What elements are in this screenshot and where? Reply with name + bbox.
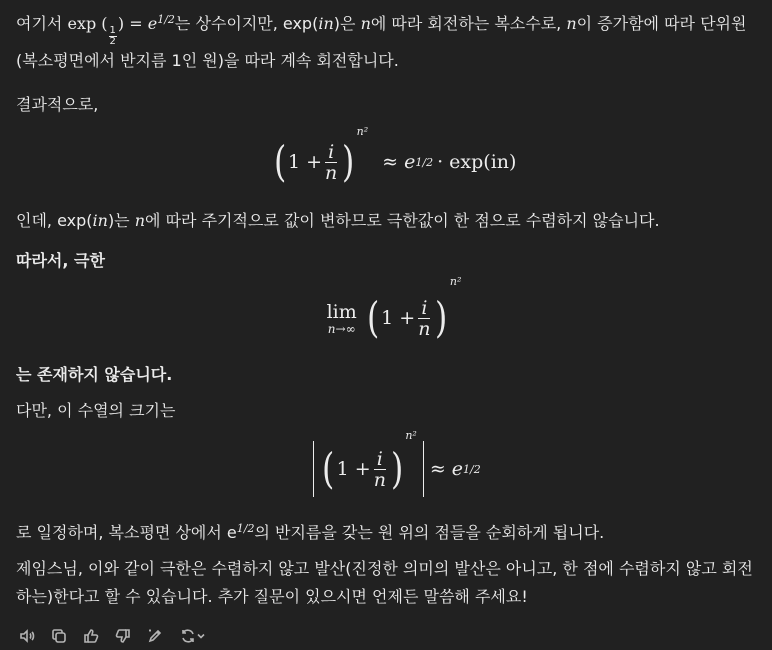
chevron-down-icon [196,631,206,641]
thumbs-up-icon[interactable] [82,627,100,645]
exp-function: exp [67,14,97,33]
paragraph-4: 따라서, 극한 [16,251,105,270]
paragraph-5: 는 존재하지 않습니다. [16,365,173,384]
copy-icon[interactable] [50,627,68,645]
equation-3: ( 1 + $\frac{i}{n}$ ) n² ≈ e 1/2 [16,435,772,503]
thumbs-down-icon[interactable] [114,627,132,645]
paragraph-2: 결과적으로, [16,95,99,114]
equation-2: lim n→∞ ( 1 + $\frac{i}{n}$ ) n² [326,275,462,342]
paragraph-6: 다만, 이 수열의 크기는 [16,401,176,420]
edit-icon[interactable] [146,627,164,645]
paragraph-8: 제임스님, 이와 같이 극한은 수렴하지 않고 발산(진정한 의미의 발산은 아니고, 한 점에 수렴하지 않고 회전하는)한다고 할 수 있습니다. 추가 질문이 있으시면 언제든 말씀해 주세요! [16,559,753,606]
regenerate-icon[interactable] [178,627,208,645]
speaker-icon[interactable] [18,627,36,645]
message-toolbar [18,627,208,645]
equation-1: ( 1 + $\frac{i}{n}$ ) n² ≈ e 1/2 · exp(in) [273,125,517,186]
paragraph-3: 인데, exp(in)는 n에 따라 주기적으로 값이 변하므로 극한값이 한 점으로 수렴하지 않습니다. [16,211,660,230]
paragraph-7: 로 일정하며, 복소평면 상에서 $e^{1/2}$의 반지름을 갖는 원 위의 점들을 순회하게 됩니다. [16,522,605,542]
paragraph-1: 여기서 exp ( $\frac{1}{2}$ ) = $e^{1/2}$는 상수이지만, exp(in)은 n에 따라 회전하는 복소수로, n이 증가함에 따라 단위원(복소평면에서 반지름 1인 원)을 따라 계속 회전합니다. [16,13,747,70]
half-fraction: $\frac{1}{2}$ [109,25,116,47]
